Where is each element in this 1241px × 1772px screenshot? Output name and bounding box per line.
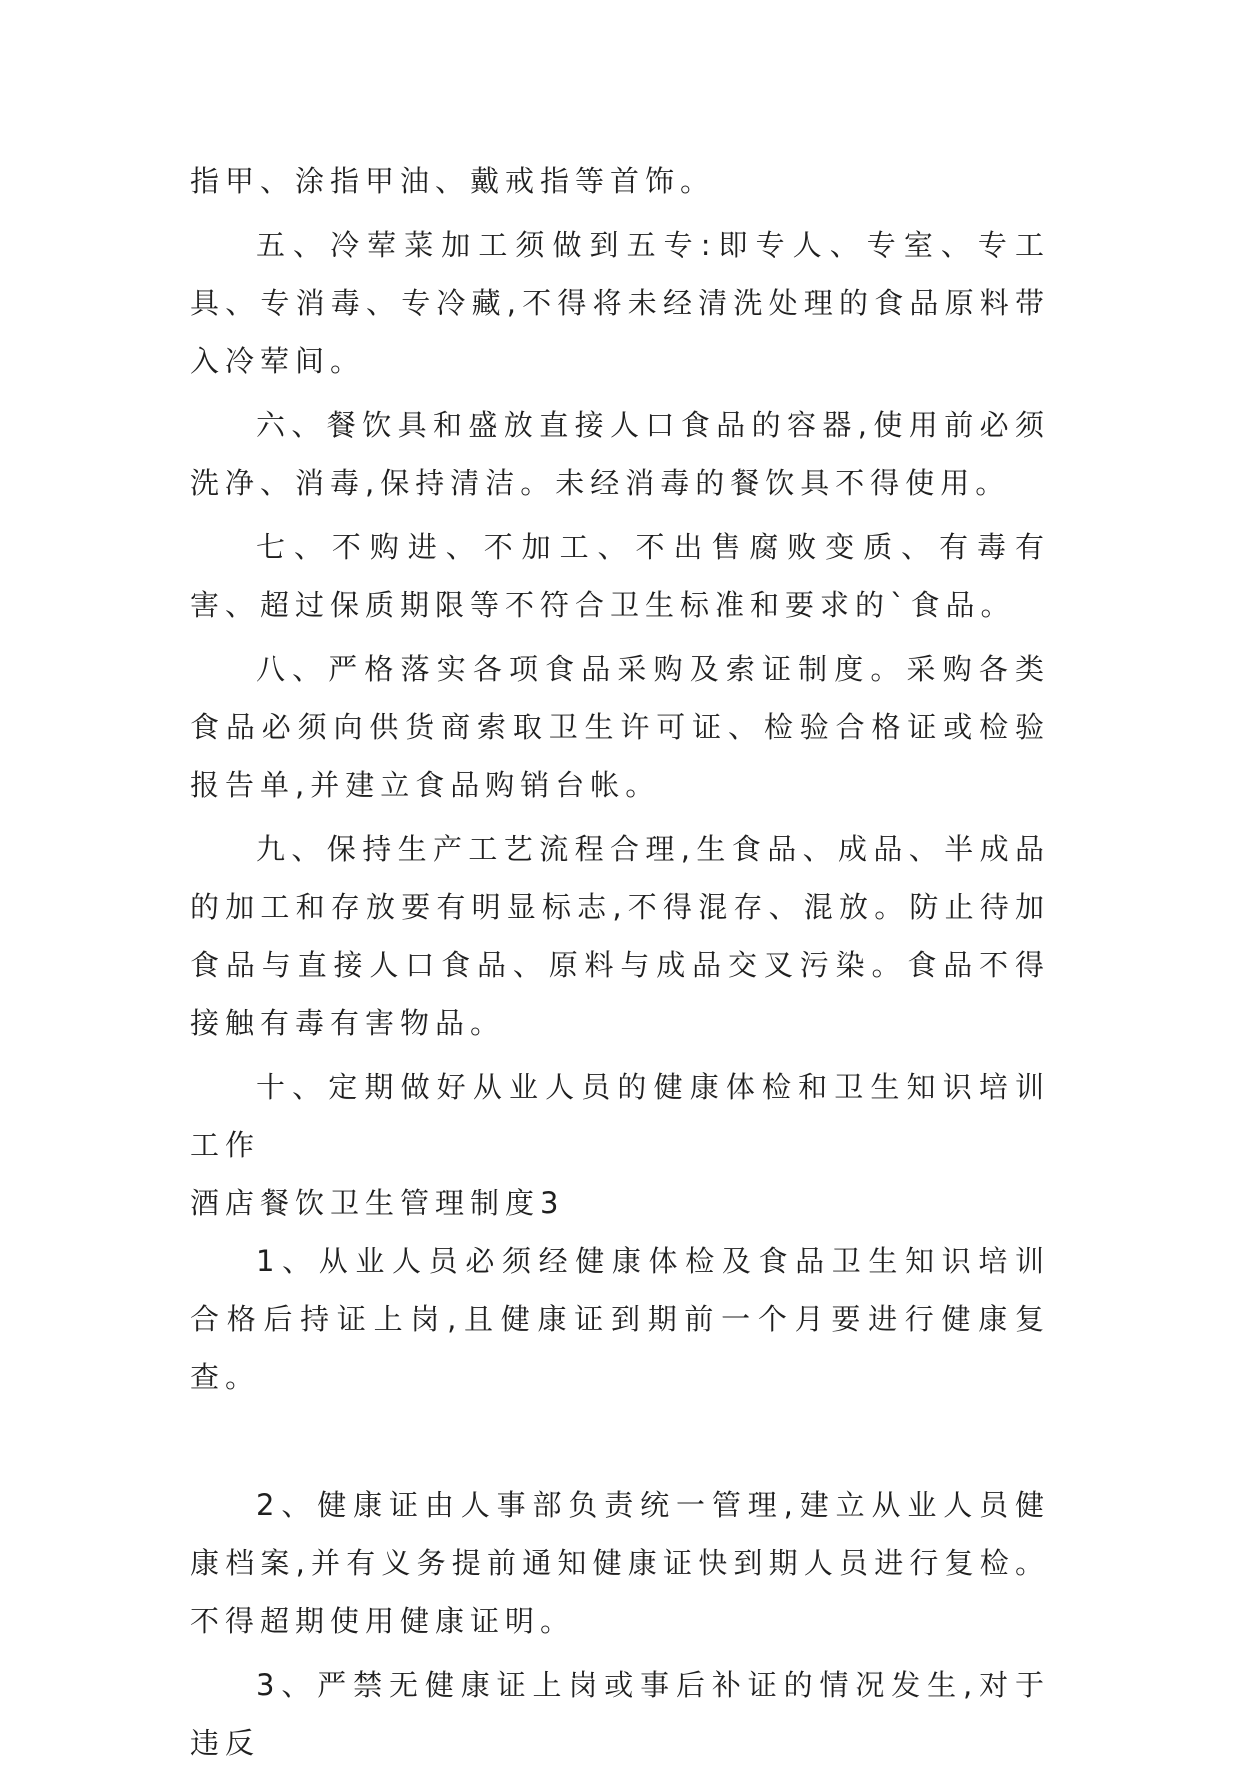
blank-line — [190, 1406, 1050, 1464]
paragraph-item-6: 六、餐饮具和盛放直接人口食品的容器,使用前必须洗净、消毒,保持清洁。未经消毒的餐饮具不得使用。 — [190, 408, 1050, 500]
paragraph-item-7: 七、不购进、不加工、不出售腐败变质、有毒有害、超过保质期限等不符合卫生标准和要求的`食品。 — [190, 530, 1050, 622]
paragraph-item-10: 十、定期做好从业人员的健康体检和卫生知识培训工作 — [190, 1070, 1050, 1162]
section-heading: 酒店餐饮卫生管理制度3 — [190, 1186, 565, 1220]
paragraph-item-9: 九、保持生产工艺流程合理,生食品、成品、半成品的加工和存放要有明显标志,不得混存、混放。防止待加食品与直接人口食品、原料与成品交叉污染。食品不得接触有毒有害物品。 — [190, 832, 1050, 1040]
document-body — [190, 152, 1050, 1772]
paragraph-item-8: 八、严格落实各项食品采购及索证制度。采购各类食品必须向供货商索取卫生许可证、检验合格证或检验报告单,并建立食品购销台帐。 — [190, 652, 1050, 802]
paragraph-rule-2: 2、健康证由人事部负责统一管理,建立从业人员健康档案,并有义务提前通知健康证快到期人员进行复检。不得超期使用健康证明。 — [190, 1488, 1050, 1638]
paragraph-item-5: 五、冷荤菜加工须做到五专:即专人、专室、专工具、专消毒、专冷藏,不得将未经清洗处理的食品原料带入冷荤间。 — [190, 228, 1050, 378]
paragraph-rule-3: 3、严禁无健康证上岗或事后补证的情况发生,对于违反 — [190, 1668, 1050, 1760]
paragraph-rule-1: 1、从业人员必须经健康体检及食品卫生知识培训合格后持证上岗,且健康证到期前一个月要进行健康复查。 — [190, 1244, 1050, 1394]
paragraph-continuation: 指甲、涂指甲油、戴戒指等首饰。 — [190, 164, 716, 198]
